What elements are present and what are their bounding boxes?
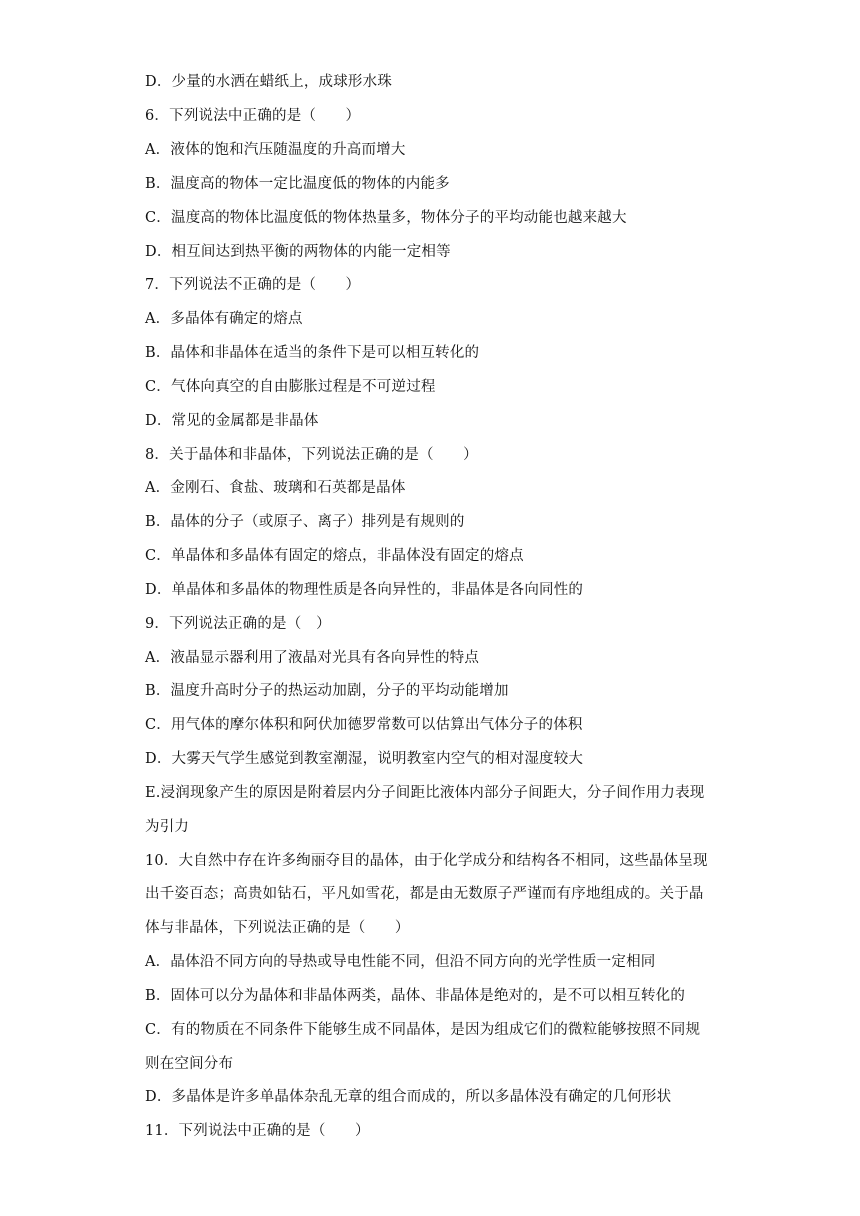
q6-option-a: A．液体的饱和汽压随温度的升高而增大 [145,142,406,158]
q6-option-c: C．温度高的物体比温度低的物体热量多，物体分子的平均动能也越来越大 [145,210,627,226]
q9-option-a: A．液晶显示器利用了液晶对光具有各向异性的特点 [145,650,480,666]
q7-option-b: B．晶体和非晶体在适当的条件下是可以相互转化的 [145,345,480,361]
q9-option-c: C．用气体的摩尔体积和阿伏加德罗常数可以估算出气体分子的体积 [145,717,583,733]
q9-option-e-cont: 为引力 [145,819,190,835]
q9-option-b: B．温度升高时分子的热运动加剧，分子的平均动能增加 [145,683,509,699]
q8-option-a: A．金刚石、食盐、玻璃和石英都是晶体 [145,480,406,496]
q10-stem-1: 10．大自然中存在许多绚丽夺目的晶体，由于化学成分和结构各不相同，这些晶体呈现 [145,853,708,869]
q6-option-d: D．相互间达到热平衡的两物体的内能一定相等 [145,244,451,260]
q6-option-b: B．温度高的物体一定比温度低的物体的内能多 [145,176,450,192]
q10-option-c: C．有的物质在不同条件下能够生成不同晶体，是因为组成它们的微粒能够按照不同规 [145,1022,701,1038]
q7-option-c: C．气体向真空的自由膨胀过程是不可逆过程 [145,379,436,395]
q8-option-b: B．晶体的分子（或原子、离子）排列是有规则的 [145,514,465,530]
q8-stem: 8．关于晶体和非晶体，下列说法正确的是（ ） [145,447,478,463]
q11-stem: 11．下列说法中正确的是（ ） [145,1123,370,1139]
q10-option-a: A．晶体沿不同方向的导热或导电性能不同，但沿不同方向的光学性质一定相同 [145,954,656,970]
q8-option-d: D．单晶体和多晶体的物理性质是各向异性的，非晶体是各向同性的 [145,582,584,598]
q10-option-d: D．多晶体是许多单晶体杂乱无章的组合而成的，所以多晶体没有确定的几何形状 [145,1089,672,1105]
q7-option-a: A．多晶体有确定的熔点 [145,311,303,327]
q8-option-c: C．单晶体和多晶体有固定的熔点，非晶体没有固定的熔点 [145,548,524,564]
q9-option-e: E.浸润现象产生的原因是附着层内分子间距比液体内部分子间距大，分子间作用力表现 [145,785,705,801]
q10-stem-2: 出千姿百态；高贵如钻石，平凡如雪花，都是由无数原子严谨而有序地组成的。关于晶 [145,886,704,902]
q7-stem: 7．下列说法不正确的是（ ） [145,277,361,293]
q10-option-c-cont: 则在空间分布 [145,1056,234,1072]
q10-option-b: B．固体可以分为晶体和非晶体两类，晶体、非晶体是绝对的，是不可以相互转化的 [145,988,686,1004]
q5-option-d: D．少量的水洒在蜡纸上，成球形水珠 [145,74,393,90]
q9-option-d: D．大雾天气学生感觉到教室潮湿，说明教室内空气的相对湿度较大 [145,751,584,767]
q10-stem-3: 体与非晶体，下列说法正确的是（ ） [145,920,410,936]
q9-stem: 9．下列说法正确的是（ ） [145,616,331,632]
q7-option-d: D．常见的金属都是非晶体 [145,413,319,429]
q6-stem: 6．下列说法中正确的是（ ） [145,108,361,124]
